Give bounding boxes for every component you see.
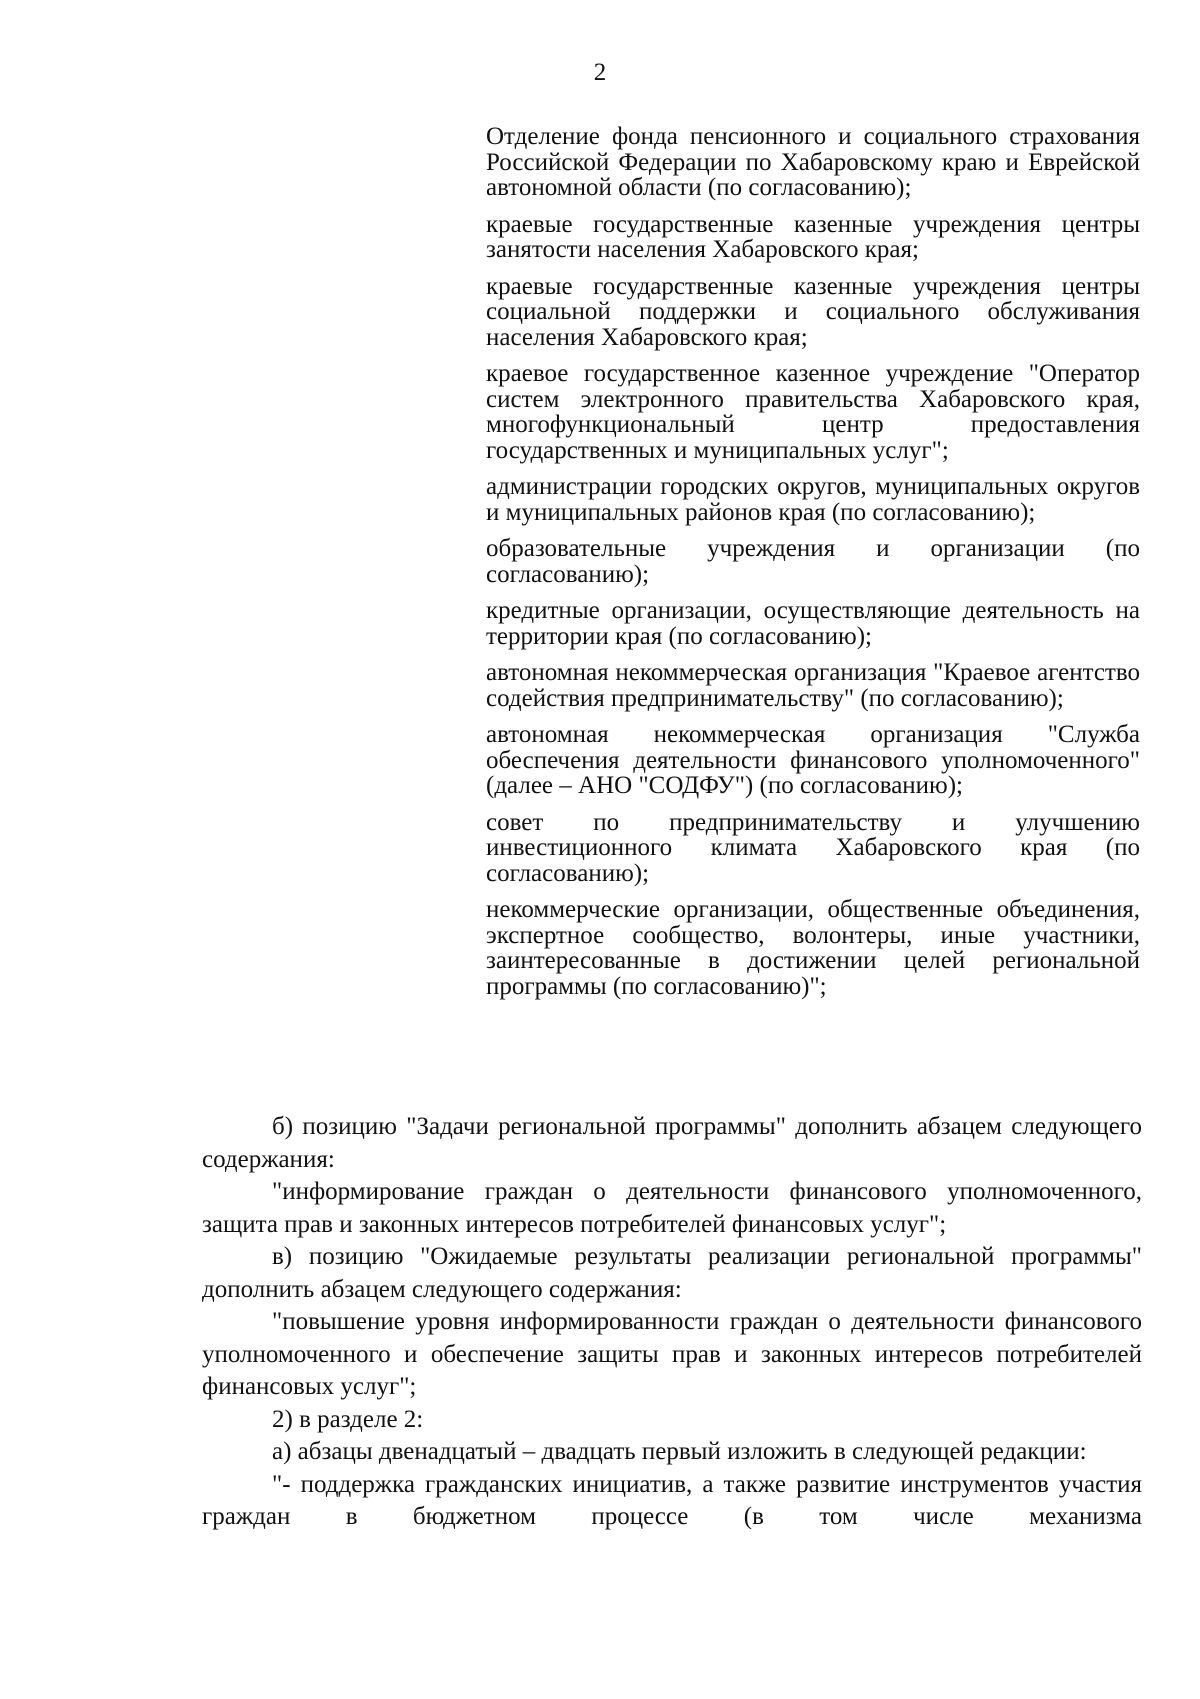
body-paragraph: б) позицию "Задачи региональной программы" дополнить абзацем следующего содержания:	[202, 1113, 1142, 1173]
body-paragraph: "информирование граждан о деятельности финансового уполномоченного, защита прав и законных интересов потребителей финансовых услуг";	[202, 1178, 1142, 1238]
participant-item: образовательные учреждения и организации (по согласованию);	[486, 535, 1140, 588]
participant-item: краевые государственные казенные учреждения центры занятости населения Хабаровского края;	[486, 210, 1140, 263]
page-number: 2	[593, 59, 607, 86]
participant-item: некоммерческие организации, общественные объединения, экспертное сообщество, волонтеры, иные участники, заинтересованные в достижении целей региональной программы (по согласованию)";	[486, 896, 1140, 1000]
participant-item: совет по предпринимательству и улучшению инвестиционного климата Хабаровского края (по согласованию);	[486, 808, 1140, 887]
participant-item: Отделение фонда пенсионного и социального страхования Российской Федерации по Хабаровскому краю и Еврейской автономной области (по согласованию);	[486, 123, 1140, 201]
participant-item: администрации городских округов, муниципальных округов и муниципальных районов края (по согласованию);	[486, 473, 1140, 526]
participant-item: кредитные организации, осуществляющие деятельность на территории края (по согласованию);	[486, 597, 1140, 650]
body-paragraph: "- поддержка гражданских инициатив, а также развитие инструментов участия граждан в бюджетном процессе (в том числе механизма	[202, 1470, 1142, 1530]
participants-list	[486, 124, 1140, 1010]
participant-item: автономная некоммерческая организация "Краевое агентство содействия предпринимательству" (по согласованию);	[486, 659, 1140, 712]
participant-item: краевые государственные казенные учреждения центры социальной поддержки и социального обслуживания населения Хабаровского края;	[486, 272, 1140, 351]
document-body	[202, 1111, 1142, 1534]
body-paragraph: "повышение уровня информированности граждан о деятельности финансового уполномоченного и обеспечение защиты прав и законных интересов потребителей финансовых услуг";	[202, 1308, 1142, 1400]
participant-item: краевое государственное казенное учреждение "Оператор систем электронного правительства Хабаровского края, многофункциональный центр предоставления государственных и муниципальных услуг";	[486, 360, 1140, 464]
participant-item: автономная некоммерческая организация "Служба обеспечения деятельности финансового уполномоченного" (далее – АНО "СОДФУ") (по согласованию);	[486, 721, 1140, 799]
body-paragraph: в) позицию "Ожидаемые результаты реализации региональной программы" дополнить абзацем следующего содержания:	[202, 1243, 1142, 1303]
body-paragraph: а) абзацы двенадцатый – двадцать первый изложить в следующей редакции:	[272, 1438, 1087, 1465]
body-paragraph: 2) в разделе 2:	[272, 1405, 424, 1433]
